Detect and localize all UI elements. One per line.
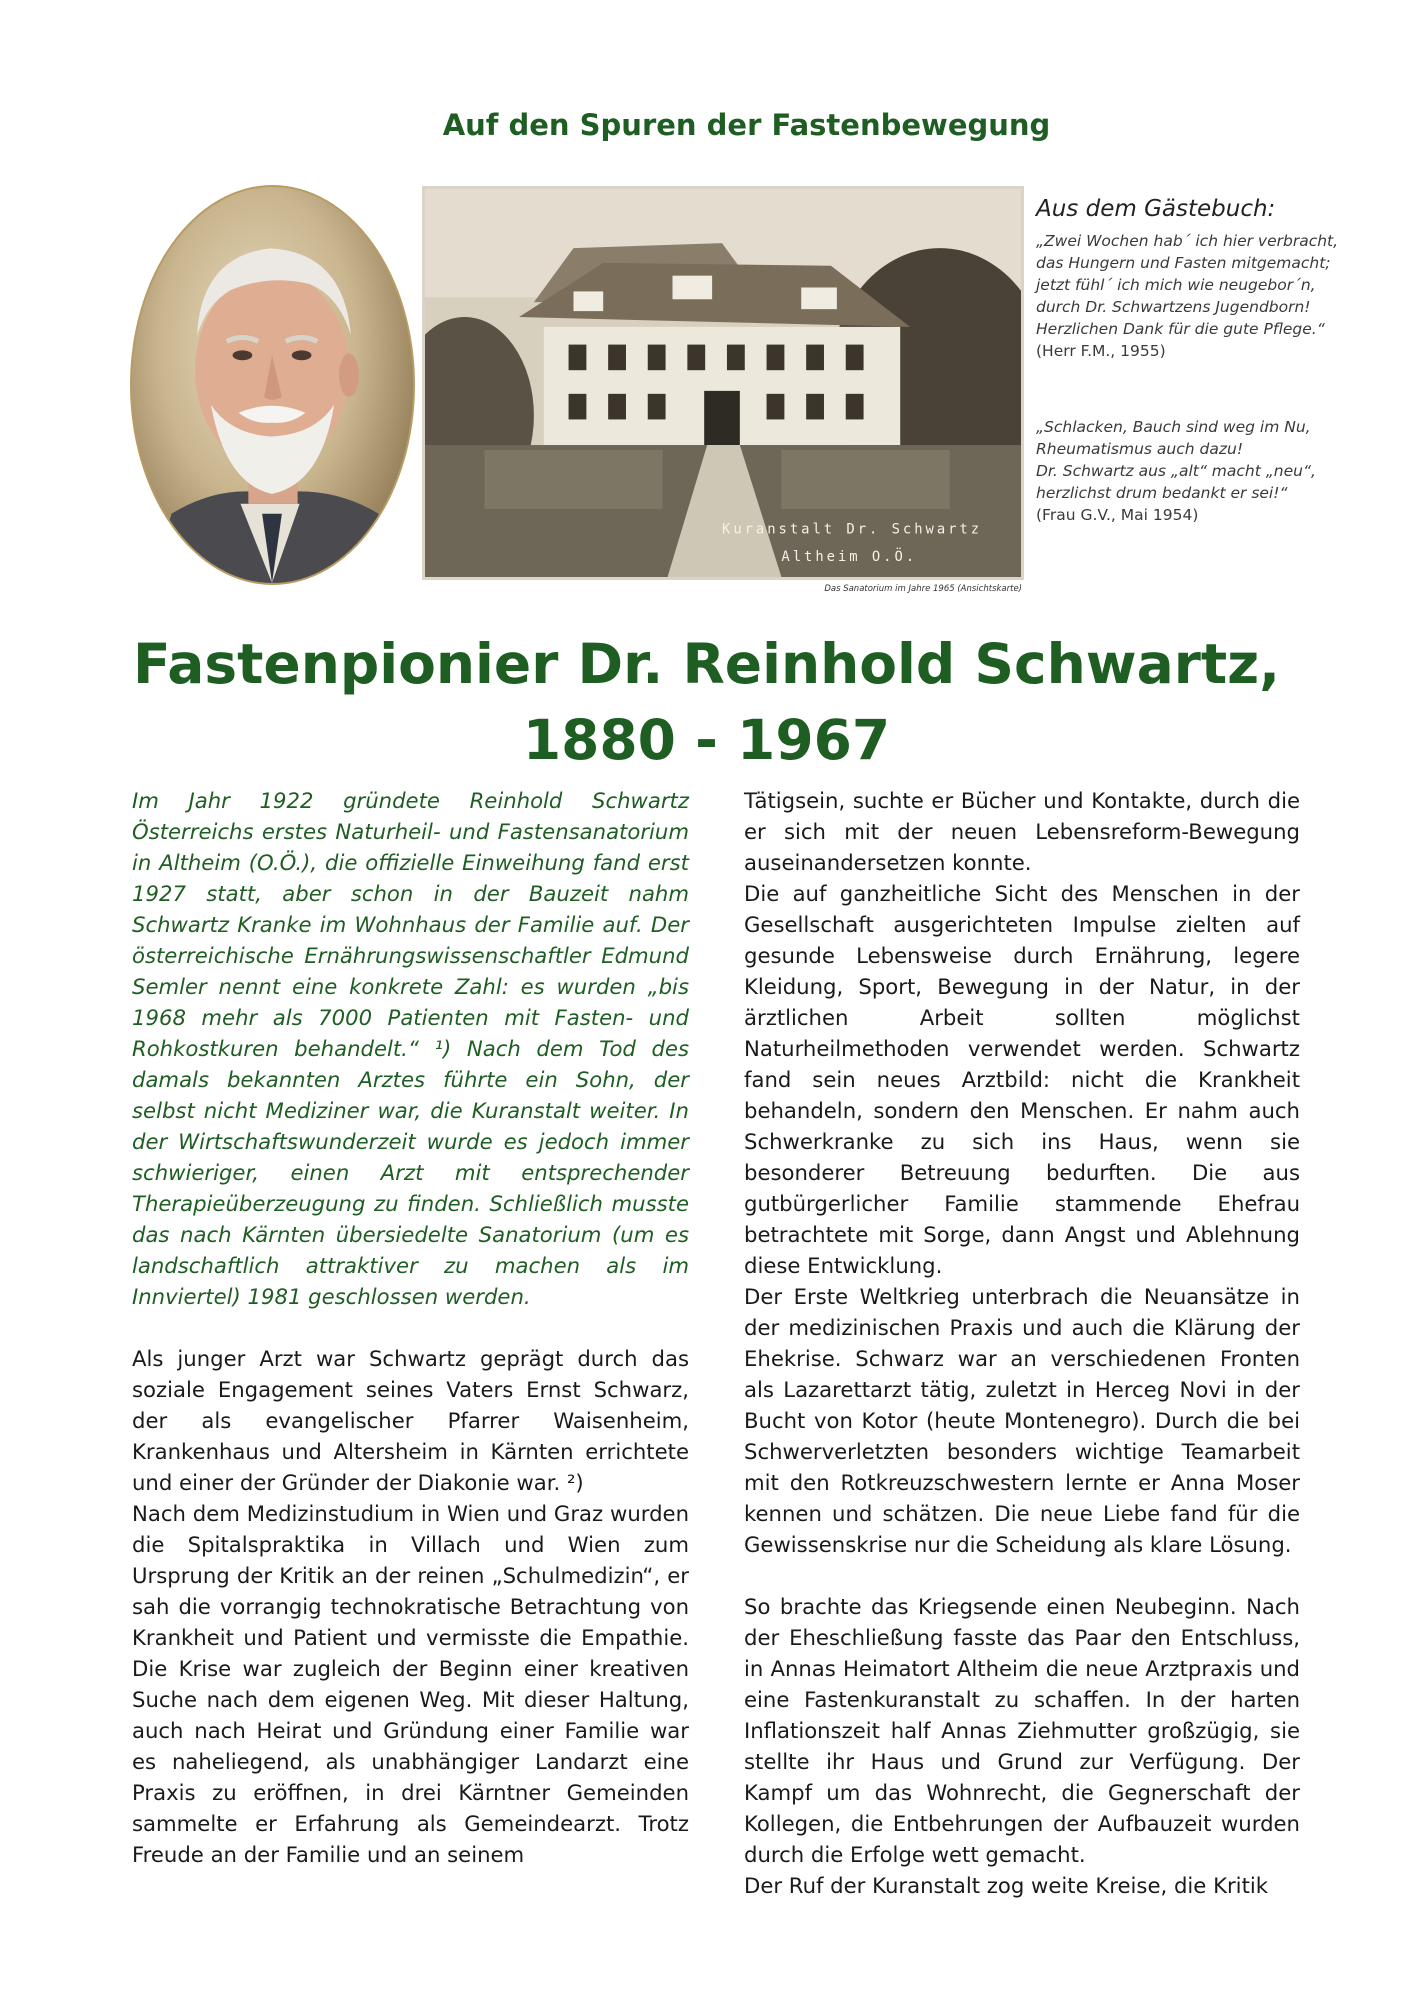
right-column [744, 785, 1300, 1901]
guestbook-line: Dr. Schwartz aus „alt“ macht „neu“, [1036, 462, 1316, 480]
body-paragraph: Der Erste Weltkrieg unterbrach die Neuansätze in der medizinischen Praxis und auch die Klärung der Ehekrise. Schwarz war an verschiedenen Fronten als Lazarettarzt tätig, zuletzt in Herceg Novi in der Bucht von Kotor (heute Montenegro). Durch die bei Schwerverletzten besonders wichtige Teamarbeit mit den Rotkreuzschwestern lernte er Anna Moser kennen und schätzen. Die neue Liebe fand für die Gewissenskrise nur die Scheidung als klare Lösung. [744, 1284, 1300, 1557]
photo-caption: Das Sanatorium im Jahre 1965 (Ansichtskarte) [824, 584, 1022, 594]
guestbook-line: „Schlacken, Bauch sind weg im Nu, [1036, 418, 1311, 436]
article-title-line2: 1880 - 1967 [522, 708, 891, 772]
body-paragraph: Als junger Arzt war Schwartz geprägt durch das soziale Engagement seines Vaters Ernst Schwarz, der als evangelischer Pfarrer Waisenheim, Krankenhaus und Altersheim in Kärnten errichtete und einer der Gründer der Diakonie war. ²) [132, 1346, 689, 1495]
postcard-text-1: Kuranstalt Dr. Schwartz [722, 521, 983, 538]
body-paragraph: Nach dem Medizinstudium in Wien und Graz wurden die Spitalspraktika in Villach und Wien zum Ursprung der Kritik an der reinen „Schulmedizin“, er sah die vorrangig technokratische Betrachtung von Krankheit und Patient und vermisste die Empathie. Die Krise war zugleich der Beginn einer kreativen Suche nach dem eigenen Weg. Mit dieser Haltung, auch nach Heirat und Gründung einer Familie war es naheliegend, als unabhängiger Landarzt eine Praxis zu eröffnen, in drei Kärntner Gemeinden sammelte er Erfahrung als Gemeindearzt. Trotz Freude an der Familie und an seinem [132, 1501, 689, 1867]
body-paragraph: Die auf ganzheitliche Sicht des Menschen in der Gesellschaft ausgerichteten Impulse zielten auf gesunde Lebensweise durch Ernährung, legere Kleidung, Sport, Bewegung in der Natur, in der ärztlichen Arbeit sollten möglichst Naturheilmethoden verwendet werden. Schwartz fand sein neues Arztbild: nicht die Krankheit behandeln, sondern den Menschen. Er nahm auch Schwerkranke zu sich ins Haus, wenn sie besonderer Betreuung bedurften. Die aus gutbürgerlicher Familie stammende Ehefrau betrachtete mit Sorge, dann Angst und Ablehnung diese Entwicklung. [744, 881, 1300, 1278]
guestbook-author: (Herr F.M., 1955) [1036, 342, 1166, 360]
left-column [132, 785, 689, 1870]
intro-paragraph: Im Jahr 1922 gründete Reinhold Schwartz Österreichs erstes Naturheil- und Fastensanatorium in Altheim (O.Ö.), die offizielle Einweihung fand erst 1927 statt, aber schon in der Bauzeit nahm Schwartz Kranke im Wohnhaus der Familie auf. Der österreichische Ernährungswissenschaftler Edmund Semler nennt eine konkrete Zahl: es wurden „bis 1968 mehr als 7000 Patienten mit Fasten- und Rohkostkuren behandelt.“ ¹) Nach dem Tod des damals bekannten Arztes führte ein Sohn, der selbst nicht Mediziner war, die Kuranstalt weiter. In der Wirtschaftswunderzeit wurde es jedoch immer schwieriger, einen Arzt mit entsprechender Therapieüberzeugung zu finden. Schließlich musste das nach Kärnten übersiedelte Sanatorium (um es landschaftlich attraktiver zu machen als im Innviertel) 1981 geschlossen werden. [132, 788, 689, 1309]
guestbook-line: Herzlichen Dank für die gute Pflege.“ [1036, 320, 1325, 338]
guestbook-box [1036, 196, 1366, 526]
sanatorium-photo [422, 186, 1024, 580]
portrait-image [130, 185, 415, 585]
article-title [0, 626, 1413, 778]
guestbook-line: das Hungern und Fasten mitgemacht; [1036, 254, 1331, 272]
guestbook-title: Aus dem Gästebuch: [1036, 196, 1276, 222]
article-title-line1: Fastenpionier Dr. Reinhold Schwartz, [132, 632, 1281, 696]
guestbook-author: (Frau G.V., Mai 1954) [1036, 506, 1199, 524]
body-paragraph: Tätigsein, suchte er Bücher und Kontakte, durch die er sich mit der neuen Lebensreform-Bewegung auseinandersetzen konnte. [744, 788, 1300, 875]
section-kicker: Auf den Spuren der Fastenbewegung [442, 108, 1051, 142]
body-paragraph: Der Ruf der Kuranstalt zog weite Kreise, die Kritik [744, 1873, 1269, 1898]
guestbook-line: durch Dr. Schwartzens Jugendborn! [1036, 298, 1311, 316]
guestbook-line: „Zwei Wochen hab´ ich hier verbracht, [1036, 232, 1339, 250]
guestbook-line: herzlichst drum bedankt er sei!“ [1036, 484, 1288, 502]
body-paragraph: So brachte das Kriegsende einen Neubeginn. Nach der Eheschließung fasste das Paar den Entschluss, in Annas Heimatort Altheim die neue Arztpraxis und eine Fastenkuranstalt zu schaffen. In der harten Inflationszeit half Annas Ziehmutter großzügig, sie stellte ihr Haus und Grund zur Verfügung. Der Kampf um das Wohnrecht, die Gegnerschaft der Kollegen, die Entbehrungen der Aufbauzeit wurden durch die Erfolge wett gemacht. [744, 1594, 1300, 1867]
postcard-text-2: Altheim O.Ö. [781, 549, 918, 566]
guestbook-line: jetzt fühl´ ich mich wie neugebor´n, [1036, 276, 1316, 294]
guestbook-line: Rheumatismus auch dazu! [1036, 440, 1244, 458]
